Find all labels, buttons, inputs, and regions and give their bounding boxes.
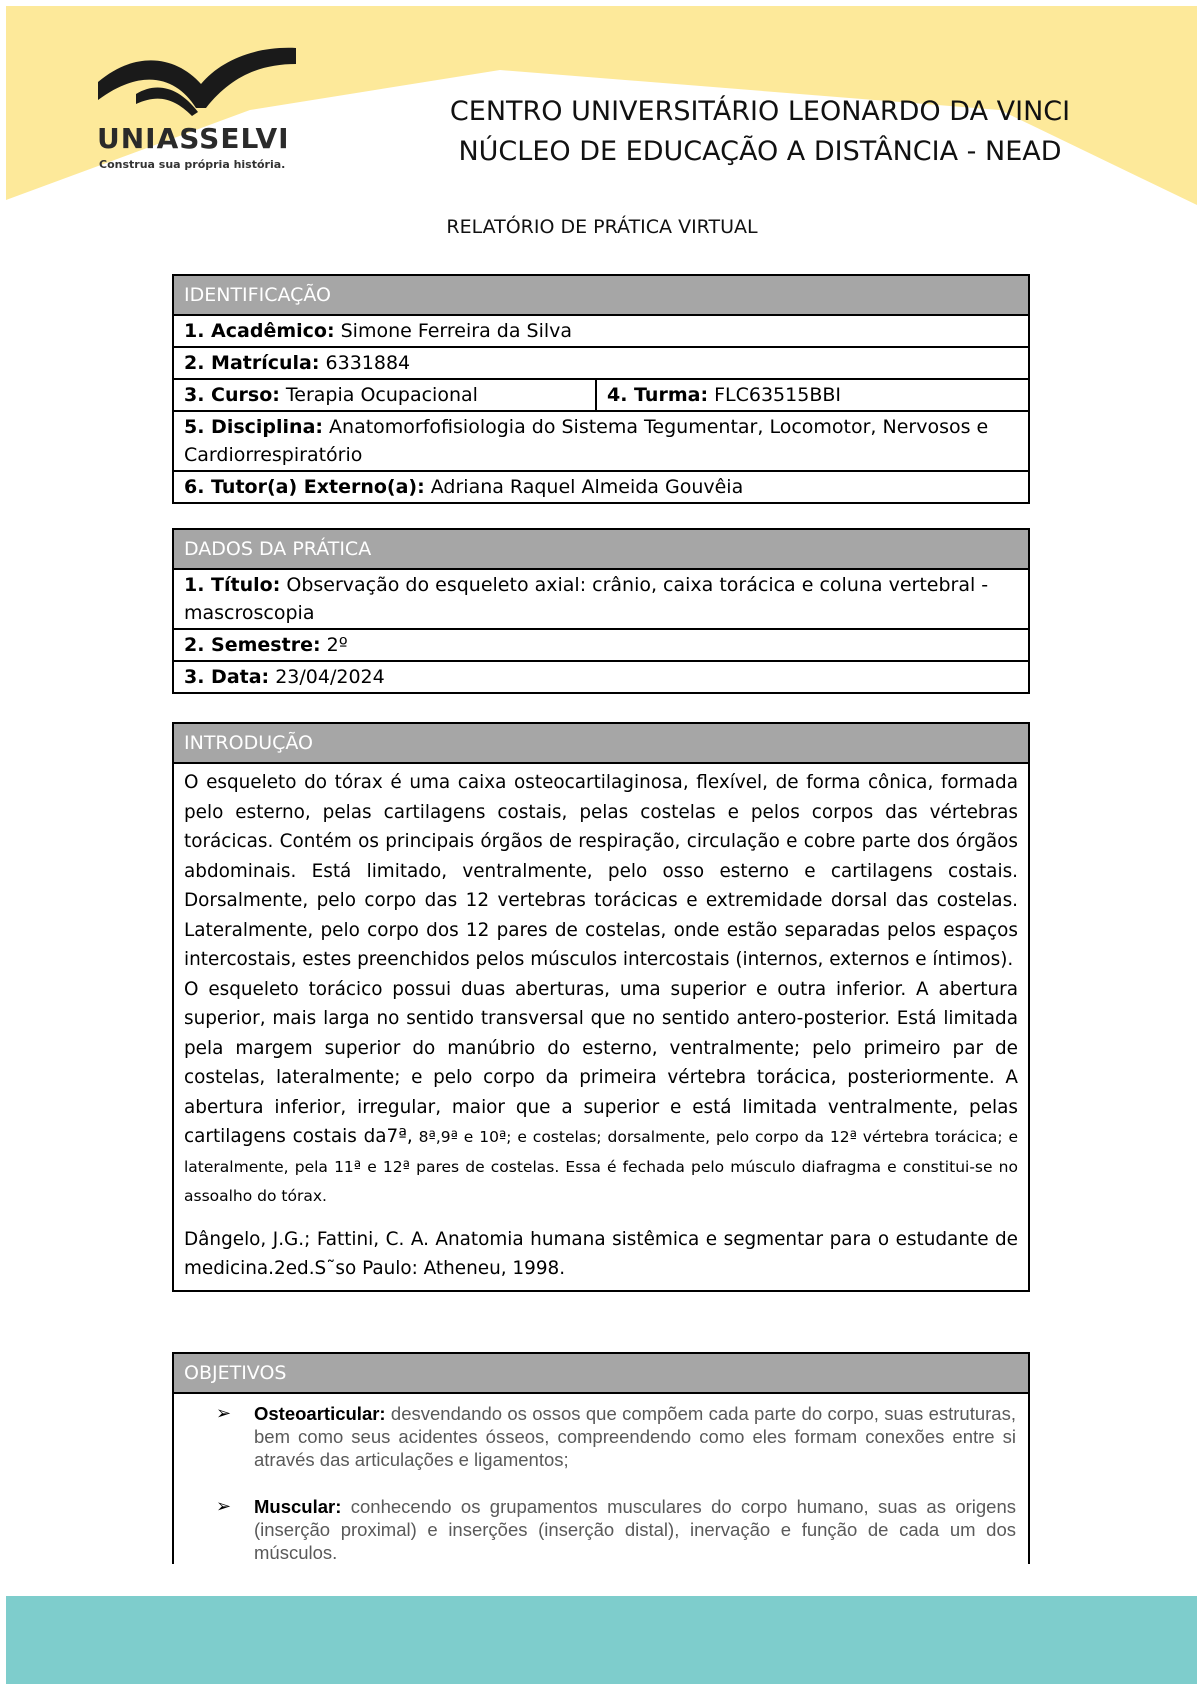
objective-text: conhecendo os grupamentos musculares do corpo humano, suas as origens (inserção proximal) e inserções (inserção distal), inervação e função de cada um dos músculos. [254, 1496, 1016, 1563]
section-heading: DADOS DA PRÁTICA [174, 530, 1028, 570]
arrow-bullet-icon: ➢ [216, 1403, 232, 1423]
dados-pratica-section [172, 528, 1030, 694]
curso-cell [174, 380, 597, 410]
objetivos-list [174, 1394, 1028, 1564]
disciplina-row [174, 412, 1028, 472]
arrow-bullet-icon: ➢ [216, 1496, 232, 1516]
field-label: 3. Data: [184, 666, 270, 688]
intro-paragraph-2-tail: 8ª,9ª e 10ª; e costelas; dorsalmente, pelo corpo da 12ª vértebra torácica; e lateralmente, pela 11ª e 12ª pares de costelas. Essa é fechada pelo músculo diafragma e constitui-se no assoalho do tórax. [184, 1128, 1018, 1205]
intro-paragraph-2 [184, 975, 1018, 1211]
semestre-row [174, 630, 1028, 662]
field-label: 2. Matrícula: [184, 352, 320, 374]
institution-subtitle: NÚCLEO DE EDUCAÇÃO A DISTÂNCIA - NEAD [458, 136, 1062, 167]
field-label: 3. Curso: [184, 384, 280, 406]
field-value: Anatomorfofisiologia do Sistema Tegumentar, Locomotor, Nervosos e Cardiorrespiratório [184, 416, 989, 466]
reference-text: Dângelo, J.G.; Fattini, C. A. Anatomia humana sistêmica e segmentar para o estudante de medicina.2ed.S˜so Paulo: Atheneu, 1998. [184, 1228, 1018, 1279]
field-label: 5. Disciplina: [184, 416, 323, 438]
titulo-row [174, 570, 1028, 630]
academico-row [174, 316, 1028, 348]
introducao-body [174, 764, 1028, 1290]
turma-cell [597, 380, 851, 410]
report-title: RELATÓRIO DE PRÁTICA VIRTUAL [446, 216, 758, 238]
identificacao-section [172, 274, 1030, 504]
field-value: 2º [326, 634, 348, 656]
curso-turma-row [174, 380, 1028, 412]
field-value: Terapia Ocupacional [285, 384, 478, 406]
field-value: Observação do esqueleto axial: crânio, caixa torácica e coluna vertebral - mascroscopia [184, 574, 989, 624]
section-heading: OBJETIVOS [174, 1354, 1028, 1394]
section-heading: INTRODUÇÃO [174, 724, 1028, 764]
matricula-row [174, 348, 1028, 380]
field-label: 4. Turma: [607, 384, 709, 406]
intro-paragraph-2-main: O esqueleto torácico possui duas aberturas, uma superior e outra inferior. A abertura superior, mais larga no sentido transversal que no sentido antero-posterior. Está limitada pela margem superior do manúbrio do esterno, ventralmente; pelo primeiro par de costelas, lateralmente; e pelo corpo da primeira vértebra torácica, posteriormente. A abertura inferior, irregular, maior que a superior e está limitada ventralmente, pelas cartilagens costais da7ª, [184, 978, 1018, 1147]
section-heading: IDENTIFICAÇÃO [174, 276, 1028, 316]
field-label: 1. Título: [184, 574, 281, 596]
objective-label: Muscular: [254, 1496, 342, 1517]
field-value: Adriana Raquel Almeida Gouvêia [430, 476, 744, 498]
tutor-row [174, 472, 1028, 502]
data-row [174, 662, 1028, 692]
field-label: 2. Semestre: [184, 634, 321, 656]
field-value: 23/04/2024 [275, 666, 385, 688]
objective-label: Osteoarticular: [254, 1403, 386, 1424]
field-label: 6. Tutor(a) Externo(a): [184, 476, 425, 498]
logo-wordmark: UNIASSELVI [97, 122, 290, 155]
field-label: 1. Acadêmico: [184, 320, 335, 342]
field-value: 6331884 [325, 352, 411, 374]
logo-tagline: Construa sua própria história. [99, 158, 286, 171]
footer-band [6, 1596, 1197, 1684]
introducao-section [172, 722, 1030, 1292]
uniasselvi-logo-icon [96, 42, 306, 122]
field-value: Simone Ferreira da Silva [340, 320, 573, 342]
list-item [216, 1402, 1016, 1471]
list-item [216, 1495, 1016, 1564]
intro-paragraph-1: O esqueleto do tórax é uma caixa osteocartilaginosa, flexível, de forma cônica, formada pelo esterno, pelas cartilagens costais, pelas costelas e pelos corpos das vértebras torácicas. Contém os principais órgãos de respiração, circulação e cobre parte dos órgãos abdominais. Está limitado, ventralmente, pelo osso esterno e cartilagens costais. Dorsalmente, pelo corpo das 12 vertebras torácicas e extremidade dorsal das costelas. Lateralmente, pelo corpo dos 12 pares de costelas, onde estão separadas pelos espaços intercostais, estes preenchidos pelos músculos intercostais (internos, externos e íntimos). [184, 772, 1018, 970]
field-value: FLC63515BBI [714, 384, 841, 406]
objective-text: desvendando os ossos que compõem cada parte do corpo, suas estruturas, bem como seus acidentes ósseos, compreendendo como eles formam conexões entre si através das articulações e ligamentos; [254, 1403, 1016, 1470]
objetivos-section [172, 1352, 1030, 1564]
institution-title: CENTRO UNIVERSITÁRIO LEONARDO DA VINCI [449, 96, 1071, 127]
